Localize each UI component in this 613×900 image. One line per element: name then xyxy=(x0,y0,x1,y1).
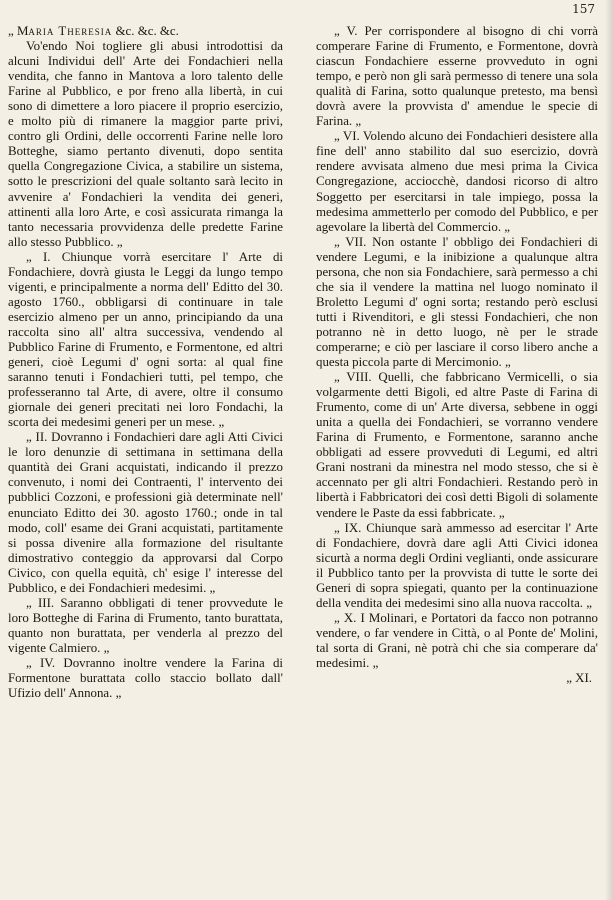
sovereign-name: aria Theresia xyxy=(28,24,113,38)
article-3: „ III. Saranno obbligati di tener provvedute le loro Botteghe di Farina di Frumento, tanto burattata, quanto non burattata, per venderla al prezzo del vigente Calmiero. „ xyxy=(8,595,283,655)
article-4: „ IV. Dovranno inoltre vendere la Farina di Formentone burattata collo staccio bollato dall' Ufizio dell' Annona. „ xyxy=(8,655,283,701)
decree-heading xyxy=(8,24,283,39)
left-column xyxy=(8,24,283,701)
article-6: „ VI. Volendo alcuno dei Fondachieri desistere alla fine dell' anno stabilito dal suo esercizio, dovrà rendere avvisata almeno due mesi prima la Civica Congregazione, acciocchè, dandosi ricorso di altro Soggetto per esercitarsi in tale impiego, possa la medesima ammetterlo per comodo del Pubblico, e per agevolare la libertà del Commercio. „ xyxy=(316,129,598,234)
article-1: „ I. Chiunque vorrà esercitare l' Arte di Fondachiere, dovrà giusta le Leggi da lungo tempo vigenti, e principalmente a norma dell' Editto del 30. agosto 1760., obbligarsi di continuare in tale esercizio almeno per un anno, principiando da una raccolta sino all' altra successiva, vendendo al Pubblico Farine di Frumento, e Formentone, ed altri generi, cioè Legumi d' ogni sorta: al qual fine saranno tenuti i Fondachieri tutti, pel tempo, che professeranno tal Arte, di avere, oltre il consumo giornale dei generi precitati nei loro Fondachi, la scorta dei medesimi generi per un mese. „ xyxy=(8,249,283,430)
right-column xyxy=(316,24,598,686)
article-2: „ II. Dovranno i Fondachieri dare agli Atti Civici le loro denunzie di settimana in settimana della quantità dei Grani acquistati, indicando il prezzo convenuto, i nomi dei Contraenti, l' intervento dei pubblici Cozzoni, e professioni già determinate nell' enunciato Editto dei 30. agosto 1760.; onde in tal modo, coll' esame dei Grani acquistati, partitamente si possa divenire alla formazione del risultante dimostrativo conteggio da approvarsi dal Corpo Civico, con quella equità, ch' esige l' interesse del Pubblico, e dei Fondachieri medesimi. „ xyxy=(8,430,283,595)
heading-prefix: „ M xyxy=(8,24,29,38)
heading-suffix: &c. &c. &c. xyxy=(112,24,179,38)
preamble-paragraph: Vo'endo Noi togliere gli abusi introdottisi da alcuni Individui dell' Arte dei Fondachieri nella vendita, che fanno in Mantova a loro talento delle Farine al Pubblico, e por freno alla libertà, in cui sono di dimettere a loro piacere il proprio esercizio, e molto più di rimanere la maggior parte privi, contro gli Ordini, delle occorrenti Farine nelle loro Botteghe, siamo pertanto divenuti, dopo sentita quella Congregazione Civica, a stabilire un sistema, sotto le prescrizioni del quale soltanto sarà lecito in avvenire a' Fondachieri la vendita dei generi, attinenti alla loro Arte, e così assicurata rimanga la tanto necessaria provvidenza delle predette Farine allo stesso Pubblico. „ xyxy=(8,39,283,249)
article-9: „ IX. Chiunque sarà ammesso ad esercitar l' Arte di Fondachiere, dovrà dare agli Atti Civici idonea sicurtà a norma degli Ordini veglianti, onde assicurare il Pubblico tanto per la provvista di tutte le sorte dei Generi di sopra spiegati, quanto per la continuazione della vendita dei medesimi sino alla nuova raccolta. „ xyxy=(316,520,598,610)
page-number: 157 xyxy=(572,2,595,16)
article-7: „ VII. Non ostante l' obbligo dei Fondachieri di vendere Legumi, e la inibizione a qualunque altra persona, che non sia Fondachiere, sarà permesso a chi che sia il vendere la mattina nel luogo nominato il Broletto Legumi d' ogni sorta; restando però esclusi tutti i Rivenditori, e gli stessi Fondachieri, che non potranno nè in detto luogo, nè per le strade comperarne; e ciò per lasciare il corso libero anche a questa piccola parte di Mercimonio. „ xyxy=(316,234,598,370)
page-edge-shadow xyxy=(605,0,613,900)
next-article-marker: „ XI. xyxy=(566,671,592,686)
article-8: „ VIII. Quelli, che fabbricano Vermicelli, o sia volgarmente detti Bigoli, ed altre Paste di Farina di Frumento, come di un' Arte diversa, sebbene in oggi unita a quella dei Fondachieri, se vorranno vendere Farina di Frumento, e Formentone, saranno anche obbligati ad essere provveduti di Legumi, ed altri Grani nostrani da minestra nel modo stesso, che si è accennato per gli altri Fondachieri. Restando però in libertà i Fabbricatori dei così detti Bigoli di solamente vendere le Paste da essi fabbricate. „ xyxy=(316,370,598,520)
article-5: „ V. Per corrispondere al bisogno di chi vorrà comperare Farine di Frumento, e Formentone, dovrà ciascun Fondachiere esserne provveduto in ogni tempo, e però non gli sarà permesso di tenere una sola qualità di Farina, sotto qualunque pretesto, ma bensì dovrà avere la provvista d' amendue le specie di Farina. „ xyxy=(316,24,598,129)
article-10: „ X. I Molinari, e Portatori da facco non potranno vendere, o far vendere in Città, o al Ponte de' Molini, tal sorta di Grani, nè potrà chi che sia comperare da' medesimi. „ xyxy=(316,610,598,670)
